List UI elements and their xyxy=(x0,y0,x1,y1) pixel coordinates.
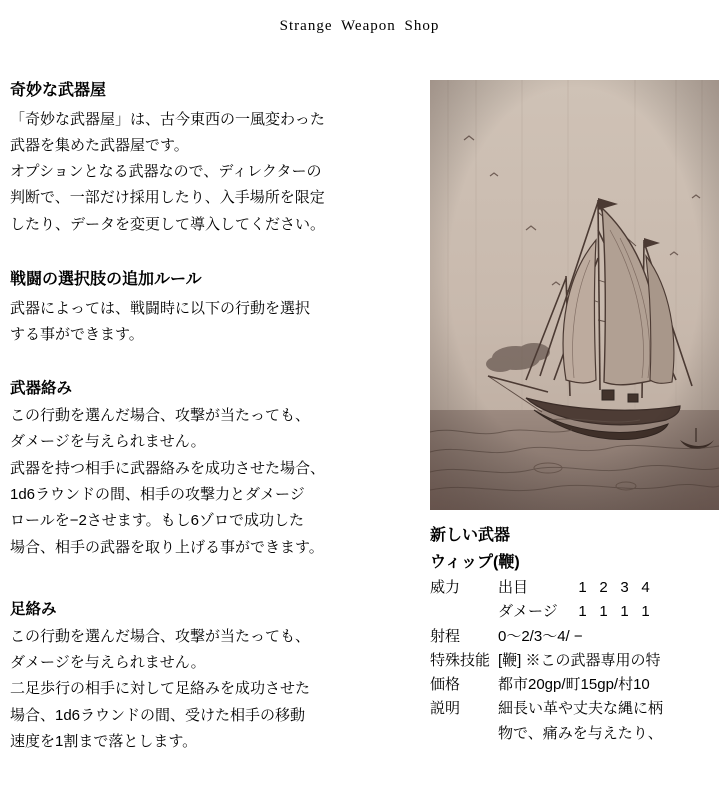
paragraph-line: 場合、相手の武器を取り上げる事ができます。 xyxy=(10,538,324,556)
paragraph-line: ダメージを与えられません。 xyxy=(10,654,206,672)
section-leg-entangle xyxy=(10,600,410,754)
paragraph-line: ダメージを与えられません。 xyxy=(10,433,206,451)
paragraph-line: 「奇妙な武器屋」は、古今東西の一風変わった xyxy=(10,110,325,128)
table-row xyxy=(430,625,719,649)
roll-cell: 4 xyxy=(641,579,650,596)
stat-label: 射程 xyxy=(430,627,461,645)
spacer xyxy=(10,251,410,269)
power-roll-values xyxy=(572,579,656,596)
table-row xyxy=(430,722,719,746)
stat-value: 細長い革や丈夫な縄に柄 xyxy=(498,700,664,718)
power-roll-label: 出目 xyxy=(498,579,529,596)
ship-illustration xyxy=(430,80,719,510)
table-row xyxy=(430,576,719,600)
paragraph-line: 武器を集めた武器屋です。 xyxy=(10,136,189,154)
stat-value-power-roll xyxy=(498,576,719,600)
subsection-heading: 武器絡み xyxy=(10,380,73,398)
section-combat-options xyxy=(10,269,410,347)
damage-cell: 1 xyxy=(620,603,629,621)
paragraph-line: 武器を持つ相手に武器絡みを成功させた場合、 xyxy=(10,459,326,477)
damage-cell: 1 xyxy=(641,603,650,621)
stat-label: 特殊技能 xyxy=(430,651,491,669)
stat-label-empty xyxy=(430,600,498,624)
paragraph-line: する事ができます。 xyxy=(10,325,144,343)
paragraph-line: 速度を1割まで落とします。 xyxy=(10,733,198,751)
weapon-stats-table xyxy=(430,576,719,746)
section-heading: 奇妙な武器屋 xyxy=(10,82,107,99)
stat-value: 物で、痛みを与えたり、 xyxy=(498,724,663,742)
paragraph-line: したり、データを変更して導入してください。 xyxy=(10,215,326,233)
stat-value: 都市20gp/町15gp/村10 xyxy=(498,676,650,693)
paragraph-line: 判断で、一部だけ採用したり、入手場所を限定 xyxy=(10,189,325,207)
stat-value-damage-row xyxy=(498,600,719,624)
damage-cell: 1 xyxy=(599,603,608,621)
table-row xyxy=(430,600,719,624)
table-row xyxy=(430,673,719,697)
spacer xyxy=(10,361,410,379)
subsection-heading: 足絡み xyxy=(10,600,57,618)
weapon-name: ウィップ(鞭) xyxy=(430,554,520,571)
roll-cell: 3 xyxy=(620,579,629,596)
stat-label-empty xyxy=(430,722,498,746)
page-title: Strange Weapon Shop xyxy=(279,18,440,34)
left-column xyxy=(10,80,410,768)
paragraph-line: 二足歩行の相手に対して足絡みを成功させた xyxy=(10,680,311,698)
roll-cell: 2 xyxy=(599,579,608,596)
stat-value: 0〜2/3〜4/ − xyxy=(498,627,583,645)
stat-label: 価格 xyxy=(430,676,461,693)
paragraph-line: 場合、1d6ラウンドの間、受けた相手の移動 xyxy=(10,706,306,724)
paragraph-line: この行動を選んだ場合、攻撃が当たっても、 xyxy=(10,627,311,645)
stat-value: [鞭] ※この武器専用の特 xyxy=(498,651,661,669)
new-weapons-heading: 新しい武器 xyxy=(430,527,511,544)
damage-cell: 1 xyxy=(578,603,587,621)
table-row xyxy=(430,649,719,673)
stat-label: 説明 xyxy=(430,700,461,718)
roll-cell: 1 xyxy=(578,579,587,596)
paragraph-line: 武器によっては、戦闘時に以下の行動を選択 xyxy=(10,299,311,317)
section-heading: 戦闘の選択肢の追加ルール xyxy=(10,271,202,289)
section-shop-intro xyxy=(10,80,410,237)
paragraph-line: オプションとなる武器なので、ディレクターの xyxy=(10,163,322,181)
paragraph-line: この行動を選んだ場合、攻撃が当たっても、 xyxy=(10,407,311,425)
stat-label: 威力 xyxy=(430,579,461,596)
damage-values xyxy=(572,603,656,620)
sailing-ship-engraving xyxy=(430,80,719,510)
right-column xyxy=(430,80,719,746)
paragraph-line: ロールを−2させます。もし6ゾロで成功した xyxy=(10,512,304,530)
section-weapon-entangle xyxy=(10,379,410,560)
paragraph-line: 1d6ラウンドの間、相手の攻撃力とダメージ xyxy=(10,486,305,504)
damage-label: ダメージ xyxy=(498,603,558,621)
spacer xyxy=(10,574,410,600)
table-row xyxy=(430,697,719,721)
